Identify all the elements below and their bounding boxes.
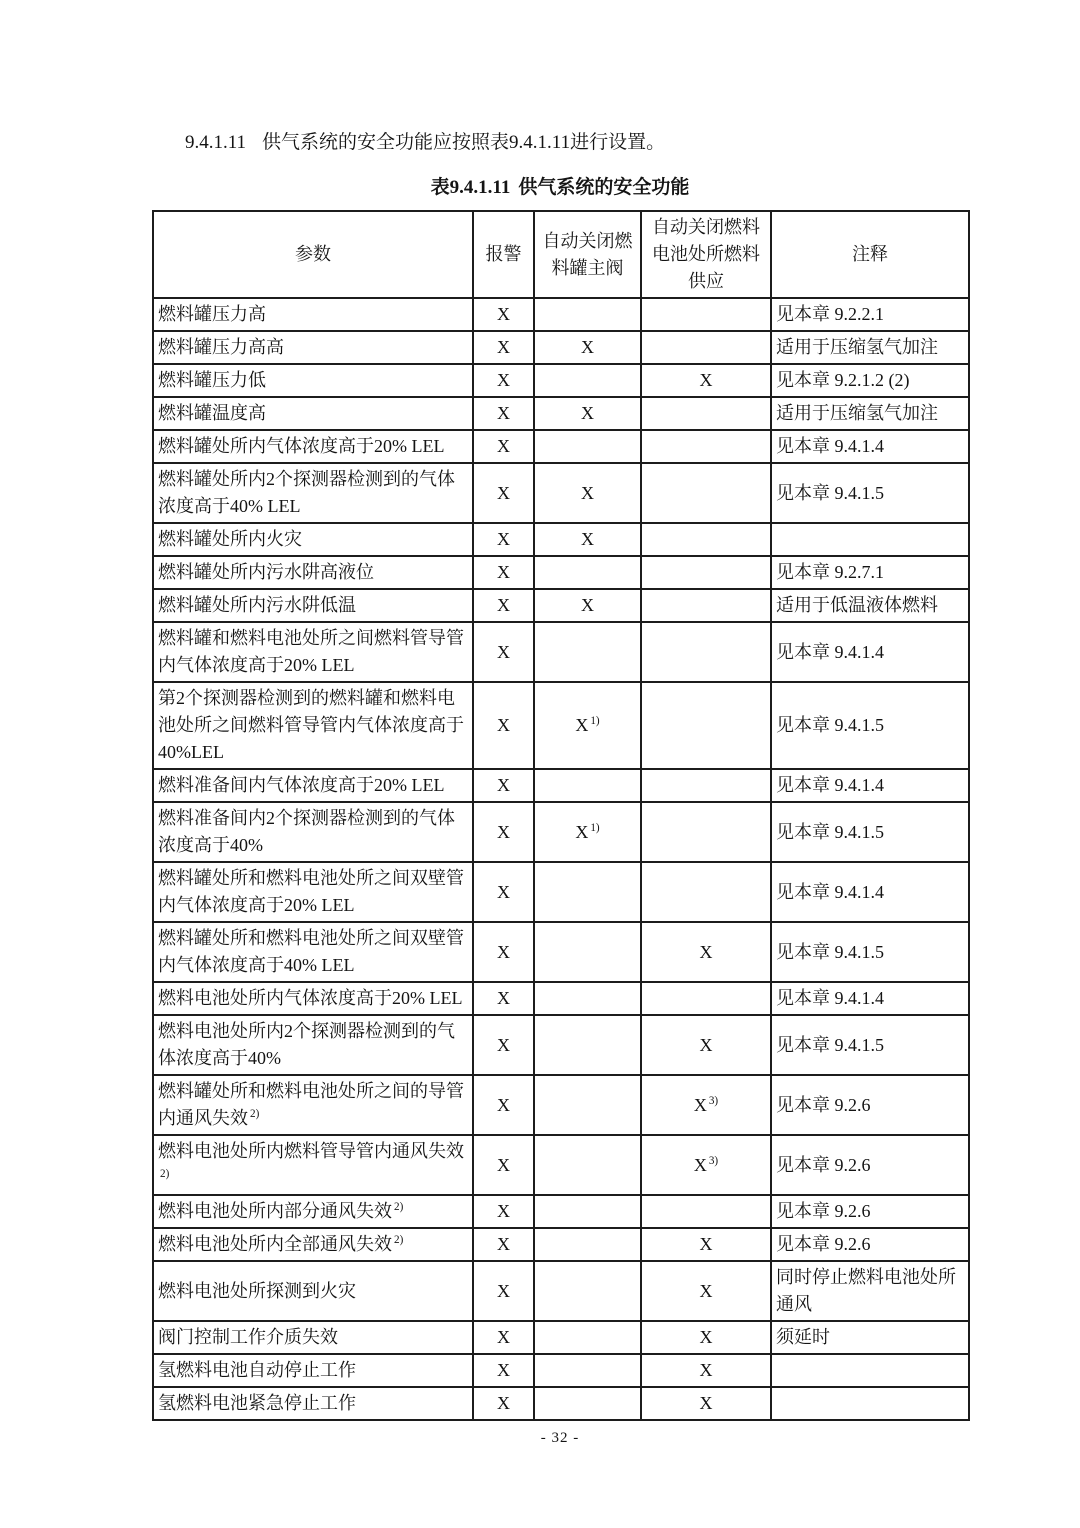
close-tank-valve-cell (534, 430, 641, 463)
notes-cell (771, 1387, 969, 1420)
close-tank-valve-cell (534, 1387, 641, 1420)
alarm-cell: X (473, 1321, 534, 1354)
close-tank-valve-cell: X (534, 589, 641, 622)
table-row (153, 331, 969, 364)
notes-cell: 适用于压缩氢气加注 (771, 331, 969, 364)
close-tank-valve-cell: X (534, 523, 641, 556)
close-fuel-supply-cell: X (641, 364, 771, 397)
footnote-marker: 2) (394, 1234, 404, 1246)
table-row (153, 1228, 969, 1261)
close-fuel-supply-cell (641, 682, 771, 769)
table-row (153, 1135, 969, 1195)
table-row (153, 430, 969, 463)
parameter-cell: 燃料罐和燃料电池处所之间燃料管导管内气体浓度高于20% LEL (153, 622, 473, 682)
close-fuel-supply-cell (641, 769, 771, 802)
alarm-cell: X (473, 1354, 534, 1387)
parameter-cell: 燃料罐处所内气体浓度高于20% LEL (153, 430, 473, 463)
close-tank-valve-cell (534, 1321, 641, 1354)
close-fuel-supply-cell (641, 589, 771, 622)
table-row (153, 922, 969, 982)
alarm-cell: X (473, 1387, 534, 1420)
notes-cell: 见本章 9.4.1.4 (771, 622, 969, 682)
notes-cell (771, 1354, 969, 1387)
close-fuel-supply-cell (641, 430, 771, 463)
table-title-text: 供气系统的安全功能 (518, 177, 690, 198)
parameter-cell: 第2个探测器检测到的燃料罐和燃料电池处所之间燃料管导管内气体浓度高于40%LEL (153, 682, 473, 769)
alarm-cell: X (473, 982, 534, 1015)
parameter-cell: 燃料罐处所和燃料电池处所之间双壁管内气体浓度高于20% LEL (153, 862, 473, 922)
parameter-cell: 燃料罐处所和燃料电池处所之间双壁管内气体浓度高于40% LEL (153, 922, 473, 982)
close-tank-valve-cell: X (534, 397, 641, 430)
header-notes: 注释 (771, 211, 969, 298)
notes-cell: 见本章 9.4.1.4 (771, 430, 969, 463)
table-row (153, 523, 969, 556)
table-title (152, 172, 968, 199)
notes-cell: 见本章 9.2.6 (771, 1228, 969, 1261)
table-row (153, 982, 969, 1015)
close-fuel-supply-cell: X $^{3)}$ (641, 1075, 771, 1135)
parameter-cell: 燃料电池处所内气体浓度高于20% LEL (153, 982, 473, 1015)
close-tank-valve-cell: X (534, 331, 641, 364)
table-row (153, 1261, 969, 1321)
alarm-cell: X (473, 1195, 534, 1228)
close-fuel-supply-cell (641, 982, 771, 1015)
notes-cell: 适用于压缩氢气加注 (771, 397, 969, 430)
alarm-cell: X (473, 463, 534, 523)
alarm-cell: X (473, 397, 534, 430)
alarm-cell: X (473, 622, 534, 682)
notes-cell: 见本章 9.4.1.4 (771, 862, 969, 922)
alarm-cell: X (473, 862, 534, 922)
notes-cell (771, 523, 969, 556)
close-fuel-supply-cell (641, 331, 771, 364)
table-row (153, 1321, 969, 1354)
footnote-marker: 2) (394, 1201, 404, 1213)
parameter-cell: 阀门控制工作介质失效 (153, 1321, 473, 1354)
section-paragraph (185, 130, 968, 156)
close-fuel-supply-cell (641, 556, 771, 589)
close-tank-valve-cell (534, 364, 641, 397)
parameter-cell: 燃料罐温度高 (153, 397, 473, 430)
table-row (153, 556, 969, 589)
parameter-cell: 燃料电池处所内部分通风失效 $^{2)}$ (153, 1195, 473, 1228)
notes-cell: 适用于低温液体燃料 (771, 589, 969, 622)
table-row (153, 1015, 969, 1075)
close-fuel-supply-cell (641, 622, 771, 682)
page-number: - 32 - (540, 1430, 580, 1446)
table-row (153, 589, 969, 622)
parameter-cell: 燃料准备间内气体浓度高于20% LEL (153, 769, 473, 802)
table-header-row (153, 211, 969, 298)
header-close-tank-valve: 自动关闭燃料罐主阀 (534, 211, 641, 298)
alarm-cell: X (473, 556, 534, 589)
alarm-cell: X (473, 1135, 534, 1195)
close-tank-valve-cell (534, 1261, 641, 1321)
notes-cell: 见本章 9.2.6 (771, 1135, 969, 1195)
alarm-cell: X (473, 1075, 534, 1135)
close-fuel-supply-cell: X (641, 1354, 771, 1387)
parameter-cell: 氢燃料电池自动停止工作 (153, 1354, 473, 1387)
table-row (153, 682, 969, 769)
table-row (153, 298, 969, 331)
close-fuel-supply-cell: X (641, 1261, 771, 1321)
close-fuel-supply-cell: X (641, 1015, 771, 1075)
notes-cell: 同时停止燃料电池处所通风 (771, 1261, 969, 1321)
close-tank-valve-cell (534, 769, 641, 802)
alarm-cell: X (473, 430, 534, 463)
table-row (153, 1195, 969, 1228)
table-row (153, 1075, 969, 1135)
close-tank-valve-cell (534, 982, 641, 1015)
footnote-marker: 2) (250, 1108, 260, 1120)
notes-cell: 见本章 9.2.7.1 (771, 556, 969, 589)
close-tank-valve-cell: X $^{1)}$ (534, 682, 641, 769)
alarm-cell: X (473, 331, 534, 364)
notes-cell: 见本章 9.4.1.5 (771, 682, 969, 769)
safety-functions-table (152, 210, 970, 1421)
table-title-number: 表9.4.1.11 (430, 177, 511, 198)
alarm-cell: X (473, 589, 534, 622)
close-tank-valve-cell (534, 1354, 641, 1387)
close-fuel-supply-cell (641, 397, 771, 430)
close-fuel-supply-cell: X (641, 1387, 771, 1420)
notes-cell: 见本章 9.2.2.1 (771, 298, 969, 331)
close-fuel-supply-cell (641, 523, 771, 556)
parameter-cell: 燃料电池处所内全部通风失效 $^{2)}$ (153, 1228, 473, 1261)
close-fuel-supply-cell (641, 1195, 771, 1228)
table-row (153, 397, 969, 430)
footnote-marker: 2) (160, 1168, 170, 1180)
close-tank-valve-cell (534, 622, 641, 682)
notes-cell: 见本章 9.4.1.4 (771, 982, 969, 1015)
page-content (152, 130, 968, 1447)
notes-cell: 见本章 9.2.1.2 (2) (771, 364, 969, 397)
notes-cell: 见本章 9.4.1.5 (771, 463, 969, 523)
parameter-cell: 燃料电池处所探测到火灾 (153, 1261, 473, 1321)
close-tank-valve-cell (534, 922, 641, 982)
alarm-cell: X (473, 769, 534, 802)
parameter-cell: 燃料罐处所内火灾 (153, 523, 473, 556)
alarm-cell: X (473, 523, 534, 556)
close-tank-valve-cell (534, 1135, 641, 1195)
parameter-cell: 燃料罐处所内污水阱高液位 (153, 556, 473, 589)
footnote-marker: 3) (708, 1094, 719, 1107)
close-tank-valve-cell (534, 862, 641, 922)
header-parameter: 参数 (153, 211, 473, 298)
alarm-cell: X (473, 802, 534, 862)
table-row (153, 1387, 969, 1420)
close-tank-valve-cell: X (534, 463, 641, 523)
header-close-fuel-supply: 自动关闭燃料电池处所燃料供应 (641, 211, 771, 298)
notes-cell: 见本章 9.4.1.5 (771, 922, 969, 982)
parameter-cell: 燃料电池处所内2个探测器检测到的气体浓度高于40% (153, 1015, 473, 1075)
section-number: 9.4.1.11 (185, 132, 247, 153)
close-fuel-supply-cell (641, 298, 771, 331)
alarm-cell: X (473, 364, 534, 397)
close-fuel-supply-cell: X $^{3)}$ (641, 1135, 771, 1195)
header-alarm: 报警 (473, 211, 534, 298)
parameter-cell: 氢燃料电池紧急停止工作 (153, 1387, 473, 1420)
close-fuel-supply-cell (641, 862, 771, 922)
close-fuel-supply-cell: X (641, 922, 771, 982)
notes-cell: 见本章 9.4.1.5 (771, 1015, 969, 1075)
table-row (153, 862, 969, 922)
close-tank-valve-cell (534, 1228, 641, 1261)
footnote-marker: 1) (590, 821, 600, 834)
section-text: 供气系统的安全功能应按照表9.4.1.11进行设置。 (262, 132, 666, 153)
parameter-cell: 燃料罐处所内2个探测器检测到的气体浓度高于40% LEL (153, 463, 473, 523)
parameter-cell: 燃料罐压力高 (153, 298, 473, 331)
footnote-marker: 1) (590, 715, 600, 727)
footnote-marker: 3) (708, 1154, 719, 1167)
table-row (153, 463, 969, 523)
close-tank-valve-cell (534, 556, 641, 589)
parameter-cell: 燃料电池处所内燃料管导管内通风失效$^{2)}$ (153, 1135, 473, 1195)
table-row (153, 364, 969, 397)
notes-cell: 见本章 9.4.1.5 (771, 802, 969, 862)
alarm-cell: X (473, 1015, 534, 1075)
close-fuel-supply-cell (641, 463, 771, 523)
parameter-cell: 燃料罐压力高高 (153, 331, 473, 364)
table-row (153, 1354, 969, 1387)
table-row (153, 769, 969, 802)
close-tank-valve-cell (534, 1075, 641, 1135)
parameter-cell: 燃料准备间内2个探测器检测到的气体浓度高于40% (153, 802, 473, 862)
parameter-cell: 燃料罐处所和燃料电池处所之间的导管内通风失效 $^{2)}$ (153, 1075, 473, 1135)
close-fuel-supply-cell: X (641, 1228, 771, 1261)
alarm-cell: X (473, 922, 534, 982)
notes-cell: 见本章 9.2.6 (771, 1195, 969, 1228)
alarm-cell: X (473, 298, 534, 331)
close-tank-valve-cell (534, 1195, 641, 1228)
notes-cell: 须延时 (771, 1321, 969, 1354)
close-fuel-supply-cell: X (641, 1321, 771, 1354)
notes-cell: 见本章 9.4.1.4 (771, 769, 969, 802)
close-tank-valve-cell: X $^{1)}$ (534, 802, 641, 862)
table-row (153, 622, 969, 682)
parameter-cell: 燃料罐压力低 (153, 364, 473, 397)
notes-cell: 见本章 9.2.6 (771, 1075, 969, 1135)
parameter-cell: 燃料罐处所内污水阱低温 (153, 589, 473, 622)
alarm-cell: X (473, 682, 534, 769)
close-tank-valve-cell (534, 1015, 641, 1075)
table-row (153, 802, 969, 862)
alarm-cell: X (473, 1228, 534, 1261)
table-body (153, 298, 969, 1420)
alarm-cell: X (473, 1261, 534, 1321)
close-fuel-supply-cell (641, 802, 771, 862)
close-tank-valve-cell (534, 298, 641, 331)
